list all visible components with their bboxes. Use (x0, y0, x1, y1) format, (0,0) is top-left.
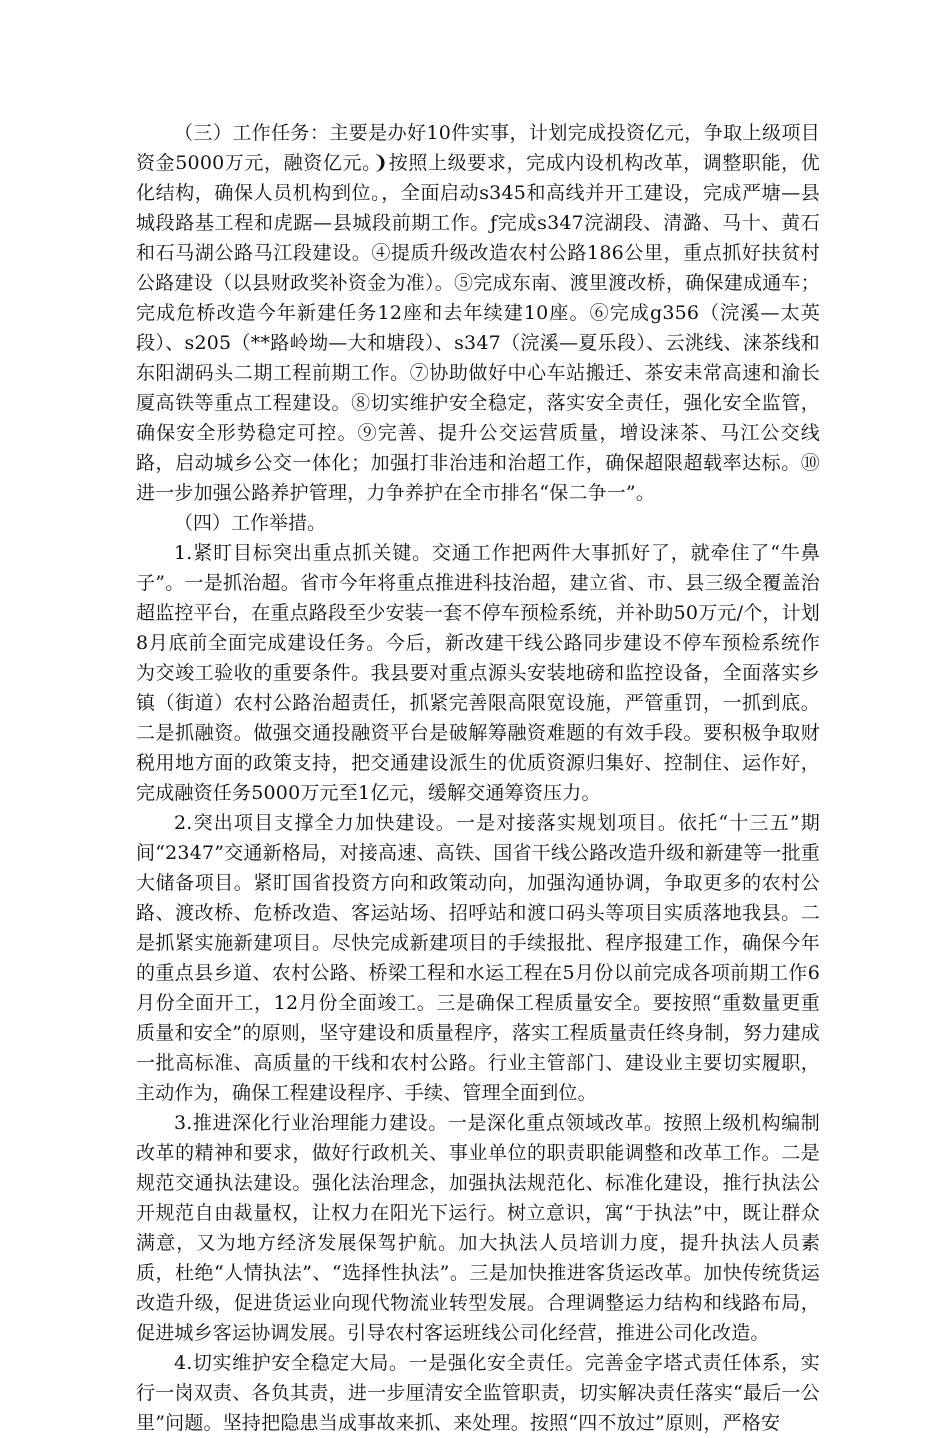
document-page (136, 118, 820, 1438)
heading-work-measures: （四）工作举措。 (174, 512, 327, 534)
paragraph-measure-1: 1.紧盯目标突出重点抓关键。交通工作把两件大事抓好了，就牵住了“牛鼻子”。一是抓治超。省市今年将重点推进科技治超，建立省、市、县三级全覆盖治超监控平台，在重点路段至少安装一套不停车预检系统，并补助50万元/个，计划8月底前全面完成建设任务。今后，新改建干线公路同步建设不停车预检系统作为交竣工验收的重要条件。我县要对重点源头安装地磅和监控设备，全面落实乡镇（街道）农村公路治超责任，抓紧完善限高限宽设施，严管重罚，一抓到底。二是抓融资。做强交通投融资平台是破解筹融资难题的有效手段。要积极争取财税用地方面的政策支持，把交通建设派生的优质资源归集好、控制住、运作好，完成融资任务5000万元至1亿元，缓解交通筹资压力。 (136, 542, 820, 804)
paragraph-measure-3: 3.推进深化行业治理能力建设。一是深化重点领域改革。按照上级机构编制改革的精神和要求，做好行政机关、事业单位的职责职能调整和改革工作。二是规范交通执法建设。强化法治理念，加强执法规范化、标准化建设，推行执法公开规范自由裁量权，让权力在阳光下运行。树立意识，寓“于执法”中，既让群众满意，又为地方经济发展保驾护航。加大执法人员培训力度，提升执法人员素质，杜绝“人情执法”、“选择性执法”。三是加快推进客货运改革。加快传统货运改造升级，促进货运业向现代物流业转型发展。合理调整运力结构和线路布局，促进城乡客运协调发展。引导农村客运班线公司化经营，推进公司化改造。 (136, 1112, 820, 1344)
paragraph-work-tasks: （三）工作任务：主要是办好10件实事，计划完成投资亿元，争取上级项目资金5000万元，融资亿元。❩按照上级要求，完成内设机构改革，调整职能，优化结构，确保人员机构到位。，全面启动s345和高线并开工建设，完成严塘—县城段路基工程和虎踞—县城段前期工作。ƒ完成s347浣湖段、清潞、马十、黄石和石马湖公路马江段建设。④提质升级改造农村公路186公里，重点抓好扶贫村公路建设（以县财政奖补资金为准）。⑤完成东南、渡里渡改桥，确保建成通车；完成危桥改造今年新建任务12座和去年续建10座。⑥完成g356（浣溪—太英段）、s205（**路岭坳—大和塘段）、s347（浣溪—夏乐段）、云洮线、涞茶线和东阳湖码头二期工程前期工作。⑦协助做好中心车站搬迁、茶安耒常高速和渝长厦高铁等重点工程建设。⑧切实维护安全稳定，落实安全责任，强化安全监管，确保安全形势稳定可控。⑨完善、提升公交运营质量，增设涞茶、马江公交线路，启动城乡公交一体化；加强打非治违和治超工作，确保超限超载率达标。⑩进一步加强公路养护管理，力争养护在全市排名“保二争一”。 (136, 122, 820, 504)
paragraph-measure-4: 4.切实维护安全稳定大局。一是强化安全责任。完善金字塔式责任体系，实行一岗双责、各负其责，进一步厘清安全监管职责，切实解决责任落实“最后一公里”问题。坚持把隐患当成事故来抓、来处理。按照“四不放过”原则，严格安 (136, 1352, 820, 1434)
paragraph-measure-2: 2.突出项目支撑全力加快建设。一是对接落实规划项目。依托“十三五”期间“2347”交通新格局，对接高速、高铁、国省干线公路改造升级和新建等一批重大储备项目。紧盯国省投资方向和政策动向，加强沟通协调，争取更多的农村公路、渡改桥、危桥改造、客运站场、招呼站和渡口码头等项目实质落地我县。二是抓紧实施新建项目。尽快完成新建项目的手续报批、程序报建工作，确保今年的重点县乡道、农村公路、桥梁工程和水运工程在5月份以前完成各项前期工作6月份全面开工，12月份全面竣工。三是确保工程质量安全。要按照“重数量更重质量和安全”的原则，坚守建设和质量程序，落实工程质量责任终身制，努力建成一批高标准、高质量的干线和农村公路。行业主管部门、建设业主要切实履职，主动作为，确保工程建设程序、手续、管理全面到位。 (136, 812, 820, 1104)
